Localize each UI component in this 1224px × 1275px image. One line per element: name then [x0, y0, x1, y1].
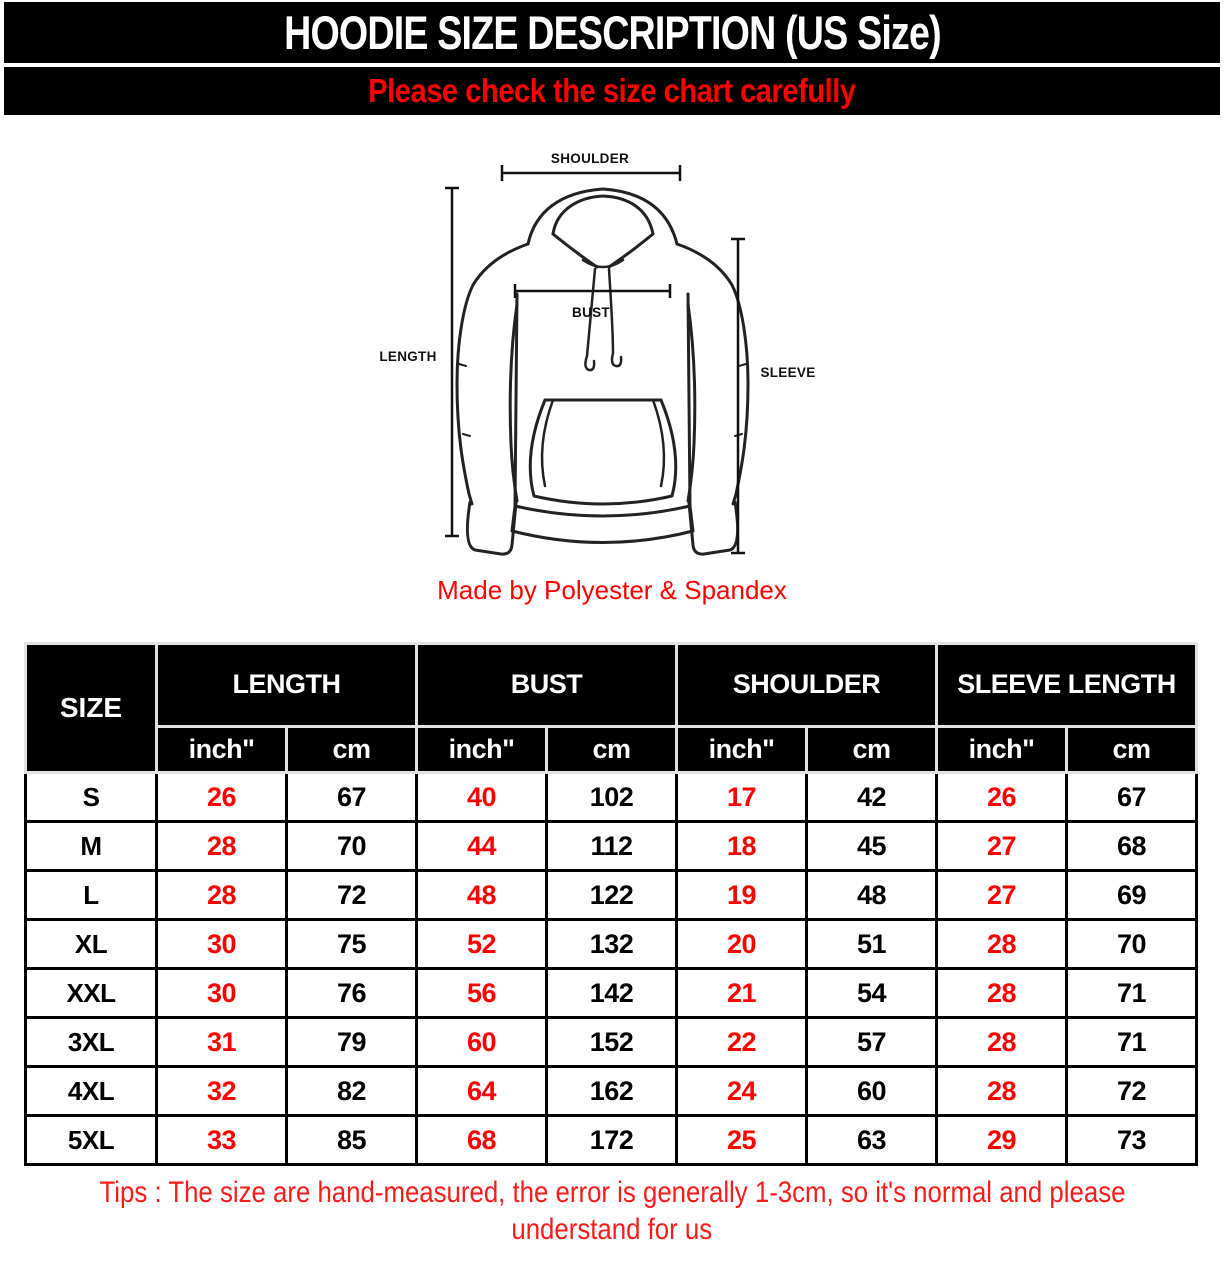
- value-cell: 17: [677, 773, 807, 822]
- left-cuff: [467, 502, 516, 554]
- length-group-header: LENGTH: [157, 644, 417, 727]
- value-cell: 152: [547, 1018, 677, 1067]
- value-cell: 70: [1067, 920, 1197, 969]
- size-chart-warning: Please check the size chart carefully: [368, 72, 856, 109]
- value-cell: 52: [417, 920, 547, 969]
- tips-line-1: Tips : The size are hand-measured, the error is generally 1-3cm, so it's normal and please: [99, 1176, 1125, 1209]
- value-cell: 73: [1067, 1116, 1197, 1165]
- value-cell: 68: [417, 1116, 547, 1165]
- table-row: [26, 920, 1197, 969]
- value-cell: 72: [287, 871, 417, 920]
- size-cell: XL: [26, 920, 157, 969]
- size-chart-table: [24, 642, 1198, 1166]
- value-cell: 67: [287, 773, 417, 822]
- value-cell: 27: [937, 822, 1067, 871]
- table-row: [26, 1018, 1197, 1067]
- unit-header-cm: cm: [807, 727, 937, 773]
- value-cell: 75: [287, 920, 417, 969]
- table-row: [26, 1067, 1197, 1116]
- value-cell: 28: [157, 871, 287, 920]
- tips-line-2: understand for us: [511, 1213, 713, 1246]
- main-title-bar: [4, 2, 1220, 63]
- size-column-header: SIZE: [26, 644, 157, 773]
- shoulder-label: SHOULDER: [550, 151, 630, 166]
- value-cell: 132: [547, 920, 677, 969]
- value-cell: 57: [807, 1018, 937, 1067]
- right-cuff: [689, 502, 738, 554]
- value-cell: 102: [547, 773, 677, 822]
- hood-opening: [553, 196, 653, 234]
- value-cell: 26: [937, 773, 1067, 822]
- measurement-lines-group: [445, 165, 745, 553]
- value-cell: 48: [417, 871, 547, 920]
- value-cell: 71: [1067, 1018, 1197, 1067]
- value-cell: 63: [807, 1116, 937, 1165]
- table-row: [26, 822, 1197, 871]
- value-cell: 29: [937, 1116, 1067, 1165]
- unit-header-cm: cm: [287, 727, 417, 773]
- value-cell: 19: [677, 871, 807, 920]
- unit-header-inch: inch": [417, 727, 547, 773]
- value-cell: 28: [937, 969, 1067, 1018]
- table-row: [26, 1116, 1197, 1165]
- table-row: [26, 871, 1197, 920]
- value-cell: 82: [287, 1067, 417, 1116]
- pocket-opening-left: [542, 400, 553, 486]
- value-cell: 24: [677, 1067, 807, 1116]
- table-row: [26, 773, 1197, 822]
- size-cell: 4XL: [26, 1067, 157, 1116]
- kangaroo-pocket: [530, 400, 676, 504]
- page-title: HOODIE SIZE DESCRIPTION (US Size): [283, 6, 941, 59]
- value-cell: 79: [287, 1018, 417, 1067]
- value-cell: 76: [287, 969, 417, 1018]
- value-cell: 26: [157, 773, 287, 822]
- value-cell: 71: [1067, 969, 1197, 1018]
- bust-label: BUST: [572, 305, 610, 320]
- size-cell: 3XL: [26, 1018, 157, 1067]
- body-right-side: [688, 294, 690, 506]
- value-cell: 30: [157, 969, 287, 1018]
- value-cell: 122: [547, 871, 677, 920]
- value-cell: 28: [937, 920, 1067, 969]
- value-cell: 28: [937, 1067, 1067, 1116]
- value-cell: 60: [417, 1018, 547, 1067]
- value-cell: 40: [417, 773, 547, 822]
- value-cell: 68: [1067, 822, 1197, 871]
- group-header-row: [26, 644, 1197, 727]
- size-cell: XXL: [26, 969, 157, 1018]
- unit-header-inch: inch": [677, 727, 807, 773]
- value-cell: 28: [157, 822, 287, 871]
- tips-note: [0, 1174, 1224, 1248]
- value-cell: 142: [547, 969, 677, 1018]
- unit-header-inch: inch": [157, 727, 287, 773]
- value-cell: 44: [417, 822, 547, 871]
- value-cell: 21: [677, 969, 807, 1018]
- unit-header-cm: cm: [547, 727, 677, 773]
- value-cell: 51: [807, 920, 937, 969]
- value-cell: 85: [287, 1116, 417, 1165]
- hoodie-measurement-diagram: [345, 134, 865, 579]
- shoulder-group-header: SHOULDER: [677, 644, 937, 727]
- value-cell: 32: [157, 1067, 287, 1116]
- hood-fold-left: [553, 234, 597, 267]
- sleeve-length-group-header: SLEEVE LENGTH: [937, 644, 1197, 727]
- value-cell: 69: [1067, 871, 1197, 920]
- size-cell: M: [26, 822, 157, 871]
- value-cell: 70: [287, 822, 417, 871]
- warning-bar: [4, 67, 1220, 115]
- unit-header-inch: inch": [937, 727, 1067, 773]
- value-cell: 162: [547, 1067, 677, 1116]
- size-cell: L: [26, 871, 157, 920]
- sleeve-wrinkle-left: [459, 364, 470, 436]
- value-cell: 31: [157, 1018, 287, 1067]
- value-cell: 25: [677, 1116, 807, 1165]
- value-cell: 56: [417, 969, 547, 1018]
- unit-header-row: [26, 727, 1197, 773]
- measurement-diagram-section: [0, 115, 1224, 631]
- table-row: [26, 969, 1197, 1018]
- hood-fold-right: [609, 234, 653, 267]
- value-cell: 67: [1067, 773, 1197, 822]
- value-cell: 48: [807, 871, 937, 920]
- size-cell: 5XL: [26, 1116, 157, 1165]
- value-cell: 18: [677, 822, 807, 871]
- pocket-opening-right: [653, 400, 664, 486]
- value-cell: 20: [677, 920, 807, 969]
- value-cell: 33: [157, 1116, 287, 1165]
- length-label: LENGTH: [379, 349, 437, 364]
- value-cell: 42: [807, 773, 937, 822]
- value-cell: 54: [807, 969, 937, 1018]
- body-left-side: [515, 294, 517, 506]
- drawstring-right: [609, 269, 621, 366]
- value-cell: 60: [807, 1067, 937, 1116]
- hoodie-outline-group: [457, 189, 748, 554]
- value-cell: 28: [937, 1018, 1067, 1067]
- value-cell: 27: [937, 871, 1067, 920]
- value-cell: 112: [547, 822, 677, 871]
- sleeve-wrinkle-right: [735, 364, 746, 436]
- value-cell: 72: [1067, 1067, 1197, 1116]
- hem-band: [512, 506, 693, 543]
- value-cell: 30: [157, 920, 287, 969]
- value-cell: 64: [417, 1067, 547, 1116]
- shoulder-measure-line: [502, 165, 680, 181]
- size-cell: S: [26, 773, 157, 822]
- material-note: Made by Polyester & Spandex: [437, 575, 787, 605]
- value-cell: 22: [677, 1018, 807, 1067]
- bust-group-header: BUST: [417, 644, 677, 727]
- sleeve-label: SLEEVE: [760, 365, 816, 380]
- unit-header-cm: cm: [1067, 727, 1197, 773]
- value-cell: 172: [547, 1116, 677, 1165]
- value-cell: 45: [807, 822, 937, 871]
